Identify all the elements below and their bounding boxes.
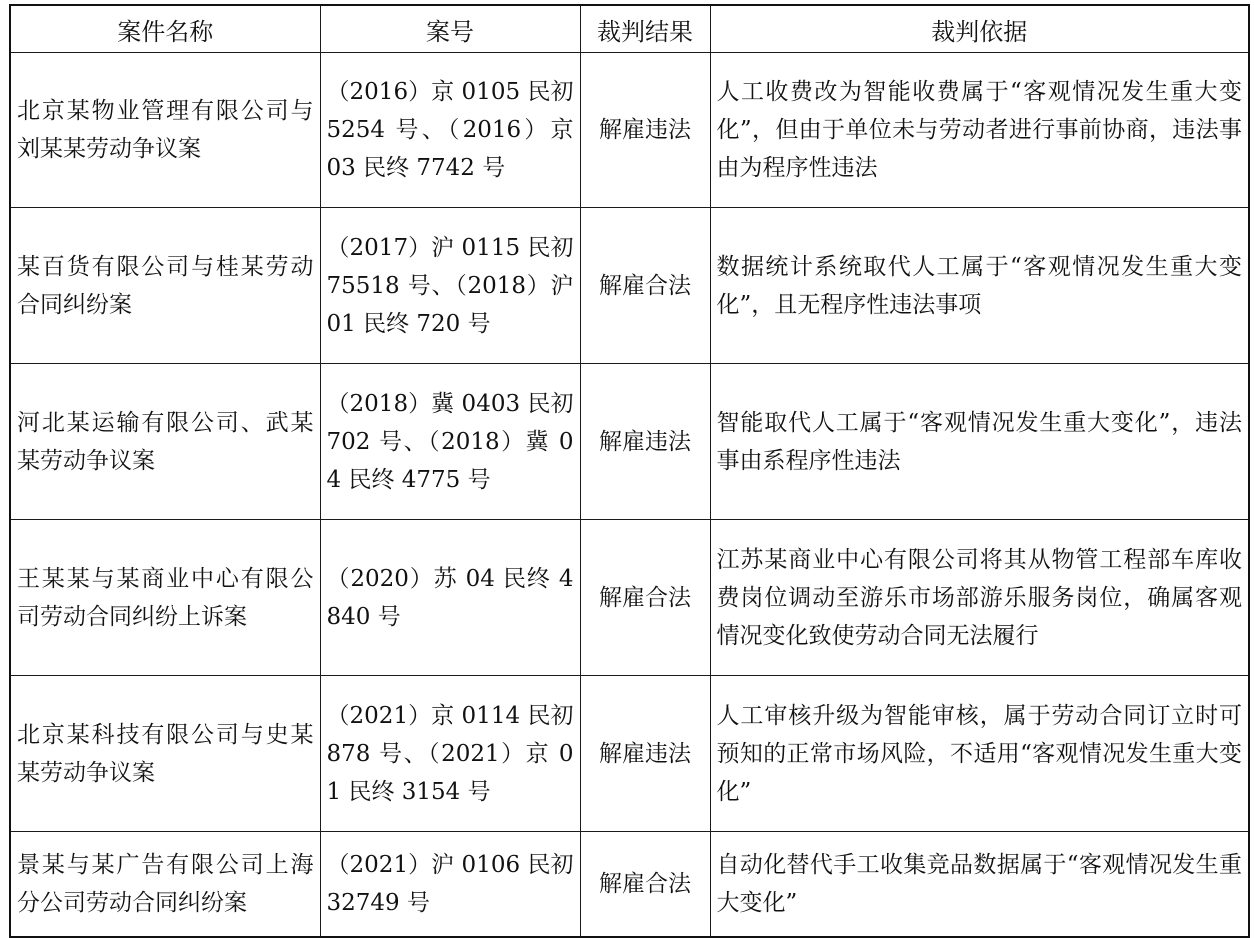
result-cell: 解雇合法 [580, 208, 710, 364]
case-name-cell: 王某某与某商业中心有限公司劳动合同纠纷上诉案 [10, 520, 320, 676]
header-case-name: 案件名称 [10, 5, 320, 53]
case-number-cell: （2021）沪 0106 民初 32749 号 [320, 832, 580, 938]
basis-cell: 人工收费改为智能收费属于“客观情况发生重大变化”，但由于单位未与劳动者进行事前协商，违法事由为程序性违法 [710, 53, 1249, 208]
result-cell: 解雇合法 [580, 520, 710, 676]
result-cell: 解雇违法 [580, 364, 710, 520]
basis-cell: 智能取代人工属于“客观情况发生重大变化”，违法事由系程序性违法 [710, 364, 1249, 520]
result-cell: 解雇违法 [580, 53, 710, 208]
table-row [10, 832, 1249, 938]
header-basis: 裁判依据 [710, 5, 1249, 53]
basis-cell: 人工审核升级为智能审核，属于劳动合同订立时可预知的正常市场风险，不适用“客观情况发生重大变化” [710, 676, 1249, 832]
case-name-cell: 景某与某广告有限公司上海分公司劳动合同纠纷案 [10, 832, 320, 938]
table-body [10, 53, 1249, 938]
header-result: 裁判结果 [580, 5, 710, 53]
result-cell: 解雇违法 [580, 676, 710, 832]
header-row [10, 5, 1249, 53]
document-page [9, 4, 1248, 938]
case-name-cell: 河北某运输有限公司、武某某劳动争议案 [10, 364, 320, 520]
case-table [9, 4, 1250, 938]
table-row [10, 208, 1249, 364]
table-row [10, 520, 1249, 676]
table-header [10, 5, 1249, 53]
case-name-cell: 某百货有限公司与桂某劳动合同纠纷案 [10, 208, 320, 364]
case-number-cell: （2021）京 0114 民初 878 号、（2021）京 01 民终 3154 号 [320, 676, 580, 832]
case-number-cell: （2016）京 0105 民初 5254 号、（2016）京 03 民终 7742 号 [320, 53, 580, 208]
basis-cell: 自动化替代手工收集竞品数据属于“客观情况发生重大变化” [710, 832, 1249, 938]
basis-cell: 数据统计系统取代人工属于“客观情况发生重大变化”，且无程序性违法事项 [710, 208, 1249, 364]
case-number-cell: （2020）苏 04 民终 4840 号 [320, 520, 580, 676]
table-row [10, 676, 1249, 832]
case-name-cell: 北京某科技有限公司与史某某劳动争议案 [10, 676, 320, 832]
case-number-cell: （2017）沪 0115 民初 75518 号、（2018）沪 01 民终 720 号 [320, 208, 580, 364]
result-cell: 解雇合法 [580, 832, 710, 938]
case-name-cell: 北京某物业管理有限公司与刘某某劳动争议案 [10, 53, 320, 208]
case-number-cell: （2018）冀 0403 民初 702 号、（2018）冀 04 民终 4775 号 [320, 364, 580, 520]
table-row [10, 53, 1249, 208]
table-row [10, 364, 1249, 520]
basis-cell: 江苏某商业中心有限公司将其从物管工程部车库收费岗位调动至游乐市场部游乐服务岗位，确属客观情况变化致使劳动合同无法履行 [710, 520, 1249, 676]
header-case-number: 案号 [320, 5, 580, 53]
